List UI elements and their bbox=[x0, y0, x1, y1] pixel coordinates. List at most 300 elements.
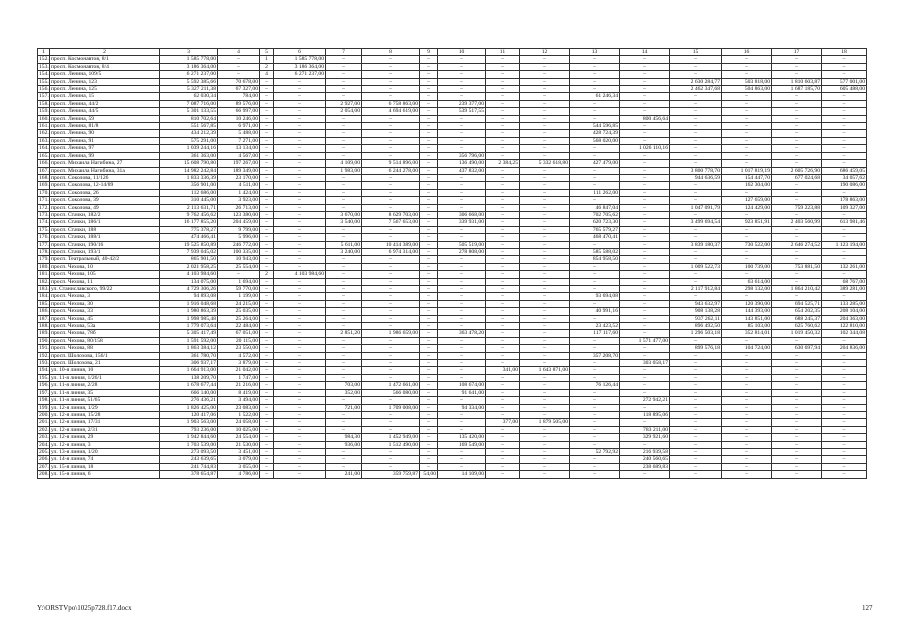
value-cell: – bbox=[420, 308, 438, 315]
table-row bbox=[38, 71, 867, 78]
value-cell: 9 514 896,00 bbox=[362, 160, 420, 167]
value-cell: – bbox=[438, 456, 486, 463]
address-cell: просп. Чехова, 45 bbox=[50, 315, 160, 322]
value-cell: 7 271,00 bbox=[218, 137, 260, 144]
value-cell: – bbox=[722, 189, 772, 196]
value-cell: 1 687 185,70 bbox=[772, 86, 822, 93]
address-cell: просп. Чехова, 30 bbox=[50, 300, 160, 307]
value-cell: – bbox=[438, 397, 486, 404]
value-cell: – bbox=[420, 248, 438, 255]
value-cell: – bbox=[326, 78, 362, 85]
value-cell: – bbox=[772, 441, 822, 448]
value-cell: 356 901,00 bbox=[160, 182, 218, 189]
value-cell: – bbox=[326, 323, 362, 330]
value-cell: – bbox=[670, 145, 722, 152]
value-cell: – bbox=[772, 434, 822, 441]
value-cell: – bbox=[620, 382, 670, 389]
value-cell: 189 349,00 bbox=[218, 167, 260, 174]
value-cell: – bbox=[420, 278, 438, 285]
value-cell: 112 686,00 bbox=[160, 189, 218, 196]
value-cell: – bbox=[420, 382, 438, 389]
value-cell: 10 025,00 bbox=[218, 426, 260, 433]
value-cell: 1 810 603,87 bbox=[772, 78, 822, 85]
value-cell: – bbox=[520, 204, 570, 211]
row-number-cell: 160. bbox=[39, 115, 49, 122]
row-number-cell: 164. bbox=[39, 145, 49, 152]
value-cell: 2 462 347,68 bbox=[670, 86, 722, 93]
value-cell: – bbox=[362, 123, 420, 130]
value-cell: – bbox=[260, 130, 274, 137]
value-cell: – bbox=[274, 389, 326, 396]
value-cell: 352 814,01 bbox=[722, 330, 772, 337]
value-cell: – bbox=[570, 389, 620, 396]
value-cell: 10 246,00 bbox=[218, 115, 260, 122]
value-cell: – bbox=[670, 360, 722, 367]
value-cell: – bbox=[520, 211, 570, 218]
value-cell: – bbox=[822, 160, 867, 167]
value-cell: – bbox=[362, 137, 420, 144]
value-cell: 132 261,00 bbox=[822, 263, 867, 270]
value-cell: 2 054,00 bbox=[326, 108, 362, 115]
table-row bbox=[38, 323, 867, 330]
value-cell: 238 689,83 bbox=[620, 463, 670, 470]
address-cell: просп. Шолохова, 21 bbox=[50, 360, 160, 367]
value-cell: – bbox=[362, 323, 420, 330]
row-number-cell: 161. bbox=[39, 123, 49, 130]
value-cell: – bbox=[520, 389, 570, 396]
value-cell: 1 199,00 bbox=[218, 293, 260, 300]
value-cell: – bbox=[822, 337, 867, 344]
value-cell: – bbox=[438, 315, 486, 322]
value-cell: – bbox=[620, 100, 670, 107]
value-cell: – bbox=[822, 441, 867, 448]
row-number-cell: 174. bbox=[39, 219, 49, 226]
value-cell: – bbox=[420, 448, 438, 455]
value-cell: – bbox=[570, 241, 620, 248]
value-cell: – bbox=[274, 152, 326, 159]
address-cell: ул. 11-я линия, 51/65 bbox=[50, 397, 160, 404]
value-cell: 243 639,65 bbox=[160, 456, 218, 463]
value-cell: 377,00 bbox=[486, 419, 520, 426]
value-cell: – bbox=[274, 382, 326, 389]
value-cell: – bbox=[620, 374, 670, 381]
value-cell: – bbox=[274, 471, 326, 478]
value-cell: 783 211,00 bbox=[620, 426, 670, 433]
value-cell: – bbox=[670, 463, 722, 470]
value-cell: – bbox=[722, 145, 772, 152]
table-row bbox=[38, 441, 867, 448]
header-cell: 15 bbox=[670, 49, 722, 56]
value-cell: – bbox=[670, 123, 722, 130]
value-cell: – bbox=[420, 182, 438, 189]
value-cell: – bbox=[570, 108, 620, 115]
value-cell: 143 851,00 bbox=[722, 315, 772, 322]
value-cell: – bbox=[438, 300, 486, 307]
address-cell: просп. Соколова, 39 bbox=[50, 197, 160, 204]
value-cell: – bbox=[274, 78, 326, 85]
value-cell: 40 991,16 bbox=[570, 308, 620, 315]
value-cell: – bbox=[722, 397, 772, 404]
address-cell: просп. Михаила Нагибина, 31а bbox=[50, 167, 160, 174]
value-cell: 122 810,00 bbox=[822, 323, 867, 330]
value-cell: – bbox=[420, 145, 438, 152]
value-cell: 686 459,05 bbox=[822, 167, 867, 174]
value-cell: 94 334,00 bbox=[438, 404, 486, 411]
value-cell: – bbox=[420, 337, 438, 344]
value-cell: – bbox=[670, 248, 722, 255]
value-cell: – bbox=[670, 441, 722, 448]
value-cell: 14 109,00 bbox=[438, 471, 486, 478]
value-cell: – bbox=[486, 434, 520, 441]
value-cell: – bbox=[722, 419, 772, 426]
value-cell: – bbox=[620, 389, 670, 396]
value-cell: 246 772,00 bbox=[218, 241, 260, 248]
value-cell: 9 762 456,62 bbox=[160, 211, 218, 218]
value-cell: – bbox=[486, 93, 520, 100]
address-cell: просп. Ленина, 97 bbox=[50, 145, 160, 152]
value-cell: – bbox=[420, 219, 438, 226]
value-cell: – bbox=[570, 56, 620, 63]
value-cell: – bbox=[260, 256, 274, 263]
value-cell: 24 554,00 bbox=[218, 434, 260, 441]
value-cell: 4 103 984,60 bbox=[160, 271, 218, 278]
value-cell: 793 236,00 bbox=[160, 426, 218, 433]
value-cell: – bbox=[260, 352, 274, 359]
table-row bbox=[38, 123, 867, 130]
address-cell: просп. Ленина, 91 bbox=[50, 137, 160, 144]
value-cell: 5 996,00 bbox=[218, 234, 260, 241]
value-cell: – bbox=[362, 271, 420, 278]
value-cell: 2 384,25 bbox=[486, 160, 520, 167]
value-cell: – bbox=[520, 248, 570, 255]
value-cell: – bbox=[772, 293, 822, 300]
value-cell: – bbox=[772, 271, 822, 278]
value-cell: – bbox=[274, 167, 326, 174]
table-row bbox=[38, 204, 867, 211]
value-cell: – bbox=[326, 419, 362, 426]
value-cell: 4 694 619,00 bbox=[362, 108, 420, 115]
value-cell: 4 572,00 bbox=[218, 352, 260, 359]
value-cell: – bbox=[722, 93, 772, 100]
value-cell: – bbox=[570, 360, 620, 367]
address-cell: просп. Стачки, 188/1 bbox=[50, 234, 160, 241]
value-cell: 1 998 985,48 bbox=[160, 315, 218, 322]
value-cell: – bbox=[772, 211, 822, 218]
value-cell: 240 560,65 bbox=[620, 456, 670, 463]
table-row bbox=[38, 248, 867, 255]
value-cell: – bbox=[570, 115, 620, 122]
address-cell: ул. 12-я линия, 17/31 bbox=[50, 419, 160, 426]
value-cell: – bbox=[620, 63, 670, 70]
value-cell: 1 747,00 bbox=[218, 374, 260, 381]
value-cell: – bbox=[486, 123, 520, 130]
value-cell: 197 267,00 bbox=[218, 160, 260, 167]
table-row bbox=[38, 456, 867, 463]
value-cell: 936,00 bbox=[326, 441, 362, 448]
value-cell: – bbox=[218, 71, 260, 78]
value-cell: – bbox=[420, 234, 438, 241]
row-number-cell: 155. bbox=[39, 78, 49, 85]
address-cell: просп. Ленина, 90 bbox=[50, 130, 160, 137]
value-cell: – bbox=[218, 271, 260, 278]
value-cell: – bbox=[772, 426, 822, 433]
value-cell: – bbox=[670, 404, 722, 411]
value-cell: – bbox=[438, 145, 486, 152]
value-cell: – bbox=[260, 115, 274, 122]
value-cell: – bbox=[670, 389, 722, 396]
value-cell: 26 713,00 bbox=[218, 204, 260, 211]
value-cell: – bbox=[274, 100, 326, 107]
value-cell: – bbox=[274, 211, 326, 218]
value-cell: – bbox=[326, 256, 362, 263]
value-cell: – bbox=[420, 108, 438, 115]
value-cell: – bbox=[670, 137, 722, 144]
value-cell: – bbox=[772, 93, 822, 100]
value-cell: – bbox=[420, 374, 438, 381]
value-cell: – bbox=[274, 360, 326, 367]
value-cell: 109 327,00 bbox=[822, 204, 867, 211]
value-cell: – bbox=[772, 389, 822, 396]
value-cell: – bbox=[670, 448, 722, 455]
value-cell: – bbox=[420, 137, 438, 144]
value-cell: 539 517,55 bbox=[438, 108, 486, 115]
value-cell: – bbox=[420, 256, 438, 263]
value-cell: 310 445,00 bbox=[160, 197, 218, 204]
value-cell: – bbox=[438, 426, 486, 433]
value-cell: – bbox=[670, 411, 722, 418]
value-cell: – bbox=[570, 63, 620, 70]
value-cell: 100 335,00 bbox=[218, 248, 260, 255]
value-cell: – bbox=[438, 293, 486, 300]
value-cell: – bbox=[670, 374, 722, 381]
value-cell: – bbox=[260, 108, 274, 115]
value-cell: – bbox=[620, 308, 670, 315]
value-cell: – bbox=[274, 300, 326, 307]
value-cell: – bbox=[822, 248, 867, 255]
table-row bbox=[38, 130, 867, 137]
value-cell: 1 709 008,00 bbox=[362, 404, 420, 411]
value-cell: – bbox=[326, 204, 362, 211]
address-cell: просп. Театральный, 40-42/2 bbox=[50, 256, 160, 263]
value-cell: – bbox=[362, 256, 420, 263]
value-cell: – bbox=[362, 374, 420, 381]
address-cell: ул. 12-я линия, 29 bbox=[50, 434, 160, 441]
value-cell: – bbox=[620, 241, 670, 248]
table-row bbox=[38, 315, 867, 322]
value-cell: – bbox=[620, 263, 670, 270]
value-cell: – bbox=[722, 56, 772, 63]
value-cell: – bbox=[486, 63, 520, 70]
value-cell: – bbox=[772, 256, 822, 263]
value-cell: – bbox=[486, 471, 520, 478]
value-cell: 111 262,00 bbox=[570, 189, 620, 196]
value-cell: – bbox=[362, 278, 420, 285]
value-cell: – bbox=[274, 308, 326, 315]
value-cell: – bbox=[274, 160, 326, 167]
value-cell: 784,00 bbox=[218, 93, 260, 100]
table-row bbox=[38, 308, 867, 315]
value-cell: 854 958,50 bbox=[570, 256, 620, 263]
value-cell: 356 796,00 bbox=[438, 152, 486, 159]
address-cell: просп. Михаила Нагибина, 27 bbox=[50, 160, 160, 167]
value-cell: 4 786,00 bbox=[218, 471, 260, 478]
table-row bbox=[38, 293, 867, 300]
value-cell: – bbox=[420, 397, 438, 404]
value-cell: – bbox=[420, 293, 438, 300]
value-cell: – bbox=[486, 337, 520, 344]
value-cell: 630 697,94 bbox=[772, 345, 822, 352]
value-cell: – bbox=[486, 374, 520, 381]
value-cell: 25 264,00 bbox=[218, 315, 260, 322]
value-cell: – bbox=[520, 63, 570, 70]
value-cell: – bbox=[274, 293, 326, 300]
value-cell: – bbox=[722, 100, 772, 107]
value-cell: – bbox=[420, 300, 438, 307]
value-cell: – bbox=[772, 189, 822, 196]
value-cell: – bbox=[218, 63, 260, 70]
table-row bbox=[38, 197, 867, 204]
value-cell: – bbox=[326, 263, 362, 270]
table-row bbox=[38, 167, 867, 174]
value-cell: – bbox=[362, 337, 420, 344]
address-cell: просп. Чехова, 53а bbox=[50, 323, 160, 330]
row-number-cell: 188. bbox=[39, 323, 49, 330]
value-cell: – bbox=[438, 419, 486, 426]
value-cell: – bbox=[722, 63, 772, 70]
row-number-cell: 152. bbox=[39, 56, 49, 63]
row-number-cell: 203. bbox=[39, 434, 49, 441]
value-cell: – bbox=[326, 345, 362, 352]
value-cell: – bbox=[260, 463, 274, 470]
value-cell: – bbox=[420, 197, 438, 204]
value-cell: 70 678,00 bbox=[218, 78, 260, 85]
value-cell: – bbox=[486, 78, 520, 85]
value-cell: – bbox=[620, 345, 670, 352]
value-cell: – bbox=[486, 323, 520, 330]
value-cell: 944 636,59 bbox=[670, 174, 722, 181]
value-cell: – bbox=[620, 404, 670, 411]
value-cell: 378 654,87 bbox=[160, 471, 218, 478]
row-number-cell: 198. bbox=[39, 397, 49, 404]
value-cell: – bbox=[260, 441, 274, 448]
value-cell: – bbox=[438, 448, 486, 455]
value-cell: 216 939,58 bbox=[620, 448, 670, 455]
value-cell: – bbox=[326, 197, 362, 204]
value-cell: – bbox=[362, 78, 420, 85]
row-number-cell: 173. bbox=[39, 211, 49, 218]
table-row bbox=[38, 397, 867, 404]
value-cell: – bbox=[274, 93, 326, 100]
value-cell: – bbox=[274, 130, 326, 137]
value-cell: 306 937,17 bbox=[160, 360, 218, 367]
address-cell: просп. Чехова, 11 bbox=[50, 278, 160, 285]
value-cell: 2 927,00 bbox=[326, 100, 362, 107]
value-cell: 204 459,00 bbox=[218, 219, 260, 226]
value-cell: – bbox=[670, 367, 722, 374]
value-cell: – bbox=[362, 234, 420, 241]
value-cell: 204 836,00 bbox=[822, 345, 867, 352]
table-row bbox=[38, 389, 867, 396]
value-cell: – bbox=[260, 226, 274, 233]
value-cell: – bbox=[722, 293, 772, 300]
value-cell: – bbox=[326, 63, 362, 70]
value-cell: – bbox=[362, 226, 420, 233]
value-cell: – bbox=[326, 226, 362, 233]
value-cell: – bbox=[620, 293, 670, 300]
value-cell: – bbox=[486, 226, 520, 233]
value-cell: – bbox=[722, 426, 772, 433]
value-cell: – bbox=[438, 256, 486, 263]
address-cell: просп. Ленина, 59 bbox=[50, 115, 160, 122]
value-cell: – bbox=[772, 182, 822, 189]
value-cell: – bbox=[772, 448, 822, 455]
value-cell: – bbox=[362, 145, 420, 152]
value-cell: 1 522,00 bbox=[218, 411, 260, 418]
value-cell: – bbox=[520, 293, 570, 300]
address-cell: просп. Ленина, 44/5 bbox=[50, 108, 160, 115]
value-cell: – bbox=[486, 211, 520, 218]
value-cell: 428 724,39 bbox=[570, 130, 620, 137]
value-cell: – bbox=[438, 71, 486, 78]
header-cell: 13 bbox=[570, 49, 620, 56]
value-cell: – bbox=[362, 456, 420, 463]
row-number-cell: 204. bbox=[39, 441, 49, 448]
value-cell: 468 470,41 bbox=[570, 234, 620, 241]
value-cell: – bbox=[520, 374, 570, 381]
value-cell: – bbox=[620, 174, 670, 181]
value-cell: – bbox=[326, 130, 362, 137]
value-cell: – bbox=[438, 374, 486, 381]
value-cell: 551 567,85 bbox=[160, 123, 218, 130]
value-cell: – bbox=[486, 234, 520, 241]
value-cell: – bbox=[420, 426, 438, 433]
row-number-cell: 169. bbox=[39, 182, 49, 189]
value-cell: – bbox=[620, 419, 670, 426]
address-cell: просп. Ленина, 15 bbox=[50, 93, 160, 100]
table-row bbox=[38, 93, 867, 100]
value-cell: – bbox=[420, 78, 438, 85]
value-cell: – bbox=[772, 278, 822, 285]
value-cell: – bbox=[362, 463, 420, 470]
value-cell: 23 170,00 bbox=[218, 174, 260, 181]
value-cell: – bbox=[326, 271, 362, 278]
value-cell: 133 285,00 bbox=[822, 300, 867, 307]
value-cell: – bbox=[722, 115, 772, 122]
value-cell: 654 202,35 bbox=[772, 308, 822, 315]
value-cell: 178 863,00 bbox=[822, 197, 867, 204]
value-cell: – bbox=[520, 411, 570, 418]
value-cell: – bbox=[670, 182, 722, 189]
table-row bbox=[38, 108, 867, 115]
value-cell: – bbox=[260, 315, 274, 322]
value-cell: 568 020,00 bbox=[570, 137, 620, 144]
value-cell: – bbox=[260, 219, 274, 226]
address-cell: просп. Ленина, 109/5 bbox=[50, 71, 160, 78]
table-row bbox=[38, 330, 867, 337]
value-cell: – bbox=[486, 330, 520, 337]
value-cell: – bbox=[620, 197, 670, 204]
value-cell: – bbox=[274, 234, 326, 241]
value-cell: – bbox=[520, 108, 570, 115]
value-cell: – bbox=[438, 263, 486, 270]
value-cell: – bbox=[438, 226, 486, 233]
value-cell: – bbox=[260, 189, 274, 196]
row-number-cell: 190. bbox=[39, 337, 49, 344]
address-cell: просп. Космонавтов, 8/1 bbox=[50, 56, 160, 63]
value-cell: – bbox=[274, 145, 326, 152]
value-cell: – bbox=[722, 463, 772, 470]
value-cell: – bbox=[486, 219, 520, 226]
